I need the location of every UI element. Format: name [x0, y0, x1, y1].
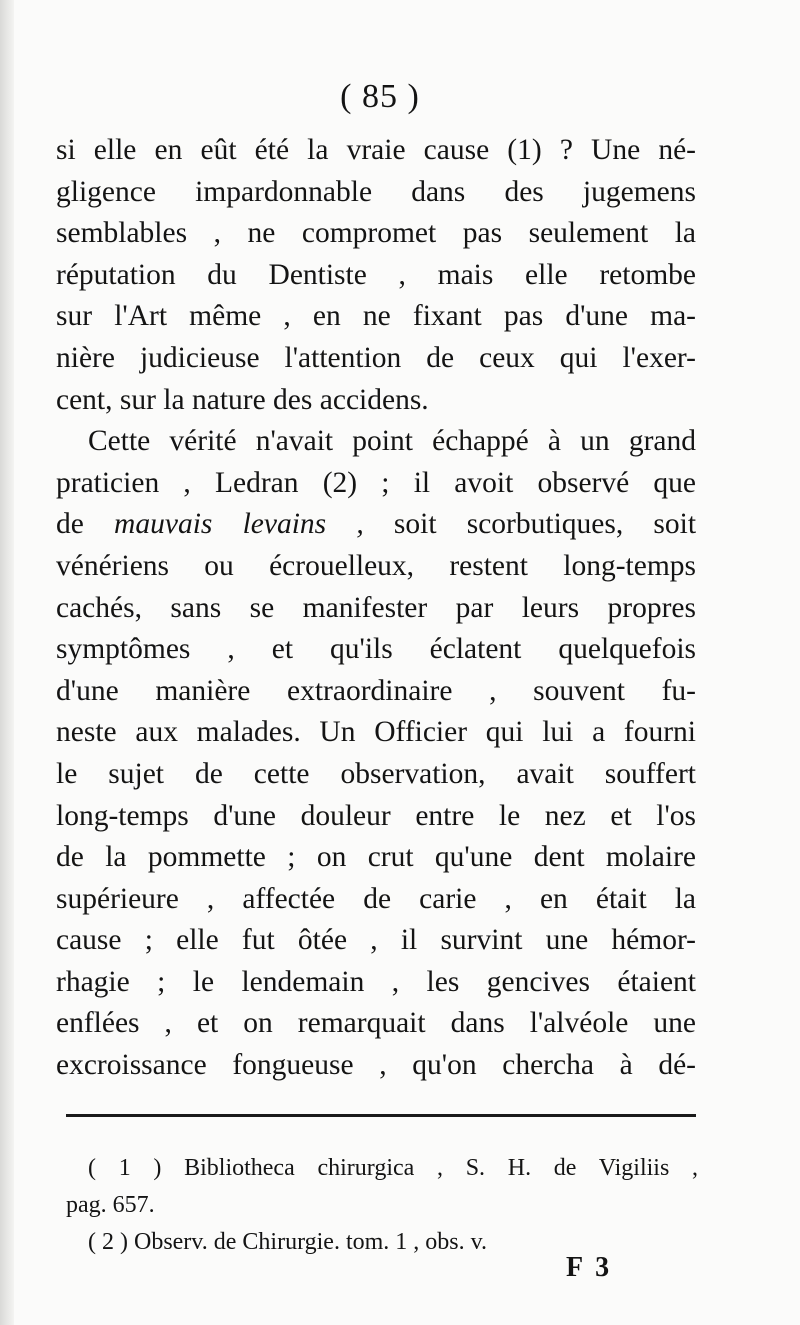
text-line: cause ; elle fut ôtée , il survint une hémor- [56, 924, 696, 957]
text-fragment: de [56, 508, 84, 541]
text-line: si elle en eût été la vraie cause (1) ? Une né- [56, 134, 696, 166]
text-line: praticien , Ledran (2) ; il avoit observé que [56, 466, 696, 499]
italic-phrase: mauvais levains , [114, 508, 364, 541]
text-line: cent, sur la nature des accidens. [56, 383, 429, 416]
main-text [56, 130, 696, 1087]
text-line: symptômes , et qu'ils éclatent quelquefois [56, 633, 696, 666]
text-line: enflées , et on remarquait dans l'alvéole une [56, 1007, 696, 1040]
footnote-1: ( 1 ) Bibliotheca chirurgica , S. H. de Vigiliis , [88, 1155, 698, 1181]
text-line: semblables , ne compromet pas seulement la [56, 217, 696, 250]
paragraph-start-line: Cette vérité n'avait point échappé à un grand [88, 425, 696, 458]
text-line: excroissance fongueuse , qu'on chercha à dé- [56, 1049, 696, 1082]
signature-mark: F 3 [566, 1252, 613, 1283]
text-line: de la pommette ; on crut qu'une dent molaire [56, 841, 696, 874]
footnote-1-continuation: pag. 657. [66, 1192, 155, 1218]
text-line: nière judicieuse l'attention de ceux qui l'exer- [56, 341, 696, 374]
footnote-2: ( 2 ) Observ. de Chirurgie. tom. 1 , obs. v. [88, 1229, 488, 1255]
text-line: vénériens ou écrouelleux, restent long-temps [56, 549, 696, 582]
text-line-with-italic [56, 504, 696, 546]
footnote-divider [66, 1114, 696, 1117]
footnotes [66, 1150, 698, 1261]
text-line: rhagie ; le lendemain , les gencives étaient [56, 965, 696, 998]
text-line: sur l'Art même , en ne fixant pas d'une ma- [56, 300, 696, 333]
page-number: ( 85 ) [340, 78, 420, 115]
text-line: long-temps d'une douleur entre le nez et l'os [56, 799, 696, 832]
page-edge-shadow [0, 0, 14, 1325]
text-line: supérieure , affectée de carie , en était la [56, 882, 696, 915]
text-line: neste aux malades. Un Officier qui lui a fourni [56, 716, 696, 749]
text-line: d'une manière extraordinaire , souvent fu- [56, 674, 696, 707]
text-line: gligence impardonnable dans des jugemens [56, 175, 696, 208]
text-fragment: soit scorbutiques, soit [393, 508, 697, 541]
text-line: réputation du Dentiste , mais elle retombe [56, 258, 696, 291]
text-line: cachés, sans se manifester par leurs propres [56, 591, 696, 624]
text-line: le sujet de cette observation, avait souffert [56, 757, 696, 790]
